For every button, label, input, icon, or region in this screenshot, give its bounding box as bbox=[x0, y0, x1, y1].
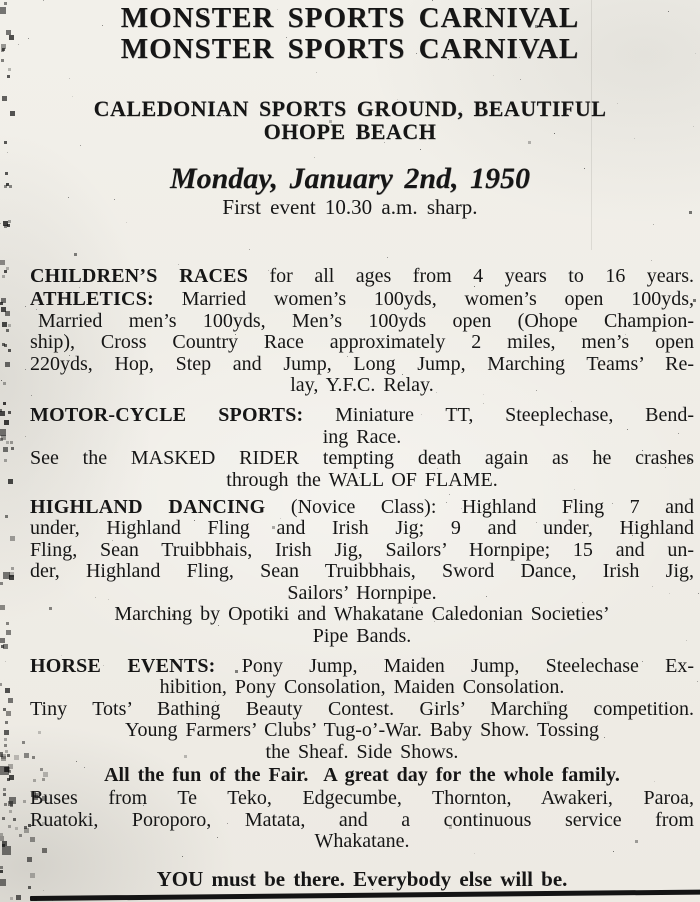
childrens-races-line: CHILDREN’S RACES for all ages from 4 years to 16 years. bbox=[30, 265, 694, 287]
ad-body bbox=[0, 266, 700, 890]
pipe-bands-line: Pipe Bands. bbox=[312, 624, 412, 647]
closing-line: YOU must be there. Everybody else will be. bbox=[156, 866, 568, 891]
buses bbox=[30, 788, 694, 852]
athletics-heading: ATHLETICS: bbox=[30, 288, 154, 311]
first-event-time: First event 10.30 a.m. sharp. bbox=[222, 195, 478, 219]
highland-dancing-line: HIGHLAND DANCING (Novice Class): Highland Fling 7 and bbox=[30, 496, 694, 519]
horse-events-line: HORSE EVENTS: Pony Jump, Maiden Jump, Steelechase Ex- bbox=[30, 654, 694, 677]
pipe-bands-line: Marching by Opotiki and Whakatane Caledonian Societies’ bbox=[114, 603, 610, 626]
childrens-races bbox=[30, 266, 694, 287]
masked-rider-line: through the WALL OF FLAME. bbox=[226, 468, 498, 491]
motor-cycle-sports bbox=[30, 405, 694, 448]
young-farmers-line: Young Farmers’ Clubs’ Tug-o’-War. Baby Show. Tossing bbox=[125, 719, 599, 742]
masked-rider-line: See the MASKED RIDER tempting death again as he crashes bbox=[30, 447, 694, 470]
athletics-line: ship), Cross Country Race approximately 2 miles, men’s open bbox=[30, 331, 694, 354]
highland-dancing-line: under, Highland Fling and Irish Jig; 9 and under, Highland bbox=[30, 517, 694, 540]
motor-cycle-sports-line: MOTOR-CYCLE SPORTS: Miniature TT, Steeplechase, Bend- bbox=[30, 404, 694, 427]
motor-cycle-sports-line: ing Race. bbox=[322, 425, 402, 448]
venue bbox=[0, 97, 700, 143]
highland-dancing-line: Sailors’ Hornpipe. bbox=[287, 581, 437, 604]
athletics-line: lay, Y.F.C. Relay. bbox=[290, 374, 434, 397]
main-title-line-2: MONSTER SPORTS CARNIVAL bbox=[120, 33, 580, 65]
athletics-line: ATHLETICS: Married women’s 100yds, women’s open 100yds, bbox=[30, 288, 694, 311]
young-farmers-line: the Sheaf. Side Shows. bbox=[265, 740, 459, 763]
fun-of-the-fair bbox=[30, 765, 694, 786]
horse-events-heading: HORSE EVENTS: bbox=[30, 654, 216, 677]
tiny-tots-line: Tiny Tots’ Bathing Beauty Contest. Girls’ Marching competition. bbox=[30, 697, 694, 720]
bottom-rule bbox=[30, 889, 700, 901]
buses-line: Buses from Te Teko, Edgecumbe, Thornton, Awakeri, Paroa, bbox=[30, 787, 694, 810]
highland-dancing bbox=[30, 497, 694, 604]
horse-events bbox=[30, 656, 694, 699]
athletics-line: 220yds, Hop, Step and Jump, Long Jump, Marching Teams’ Re- bbox=[30, 352, 694, 375]
pipe-bands bbox=[30, 604, 694, 647]
horse-events-line: hibition, Pony Consolation, Maiden Consolation. bbox=[159, 676, 565, 699]
highland-dancing-line: der, Highland Fling, Sean Truibbhais, Sword Dance, Irish Jig, bbox=[30, 560, 694, 583]
highland-dancing-line: Fling, Sean Truibbhais, Irish Jig, Sailors’ Hornpipe; 15 and un- bbox=[30, 538, 694, 561]
fun-of-the-fair-line: All the fun of the Fair. A great day for the whole family. bbox=[104, 763, 620, 786]
main-title-line-1: MONSTER SPORTS CARNIVAL bbox=[120, 2, 580, 34]
childrens-races-heading: CHILDREN’S RACES bbox=[30, 265, 249, 287]
ad-header bbox=[0, 0, 700, 219]
masked-rider bbox=[30, 448, 694, 491]
venue-line-1: CALEDONIAN SPORTS GROUND, BEAUTIFUL bbox=[93, 96, 607, 121]
tiny-tots bbox=[30, 699, 694, 720]
athletics-line: Married men’s 100yds, Men’s 100yds open (Ohope Champion- bbox=[38, 309, 694, 332]
event-date: Monday, January 2nd, 1950 bbox=[169, 162, 531, 195]
closing bbox=[30, 866, 694, 891]
highland-dancing-heading: HIGHLAND DANCING bbox=[30, 496, 266, 519]
athletics bbox=[30, 289, 694, 396]
young-farmers bbox=[30, 720, 694, 763]
venue-line-2: OHOPE BEACH bbox=[263, 119, 437, 144]
buses-line: Ruatoki, Poroporo, Matata, and a continuous service from bbox=[30, 808, 694, 831]
buses-line: Whakatane. bbox=[314, 830, 410, 853]
motor-cycle-sports-heading: MOTOR-CYCLE SPORTS: bbox=[30, 404, 304, 427]
